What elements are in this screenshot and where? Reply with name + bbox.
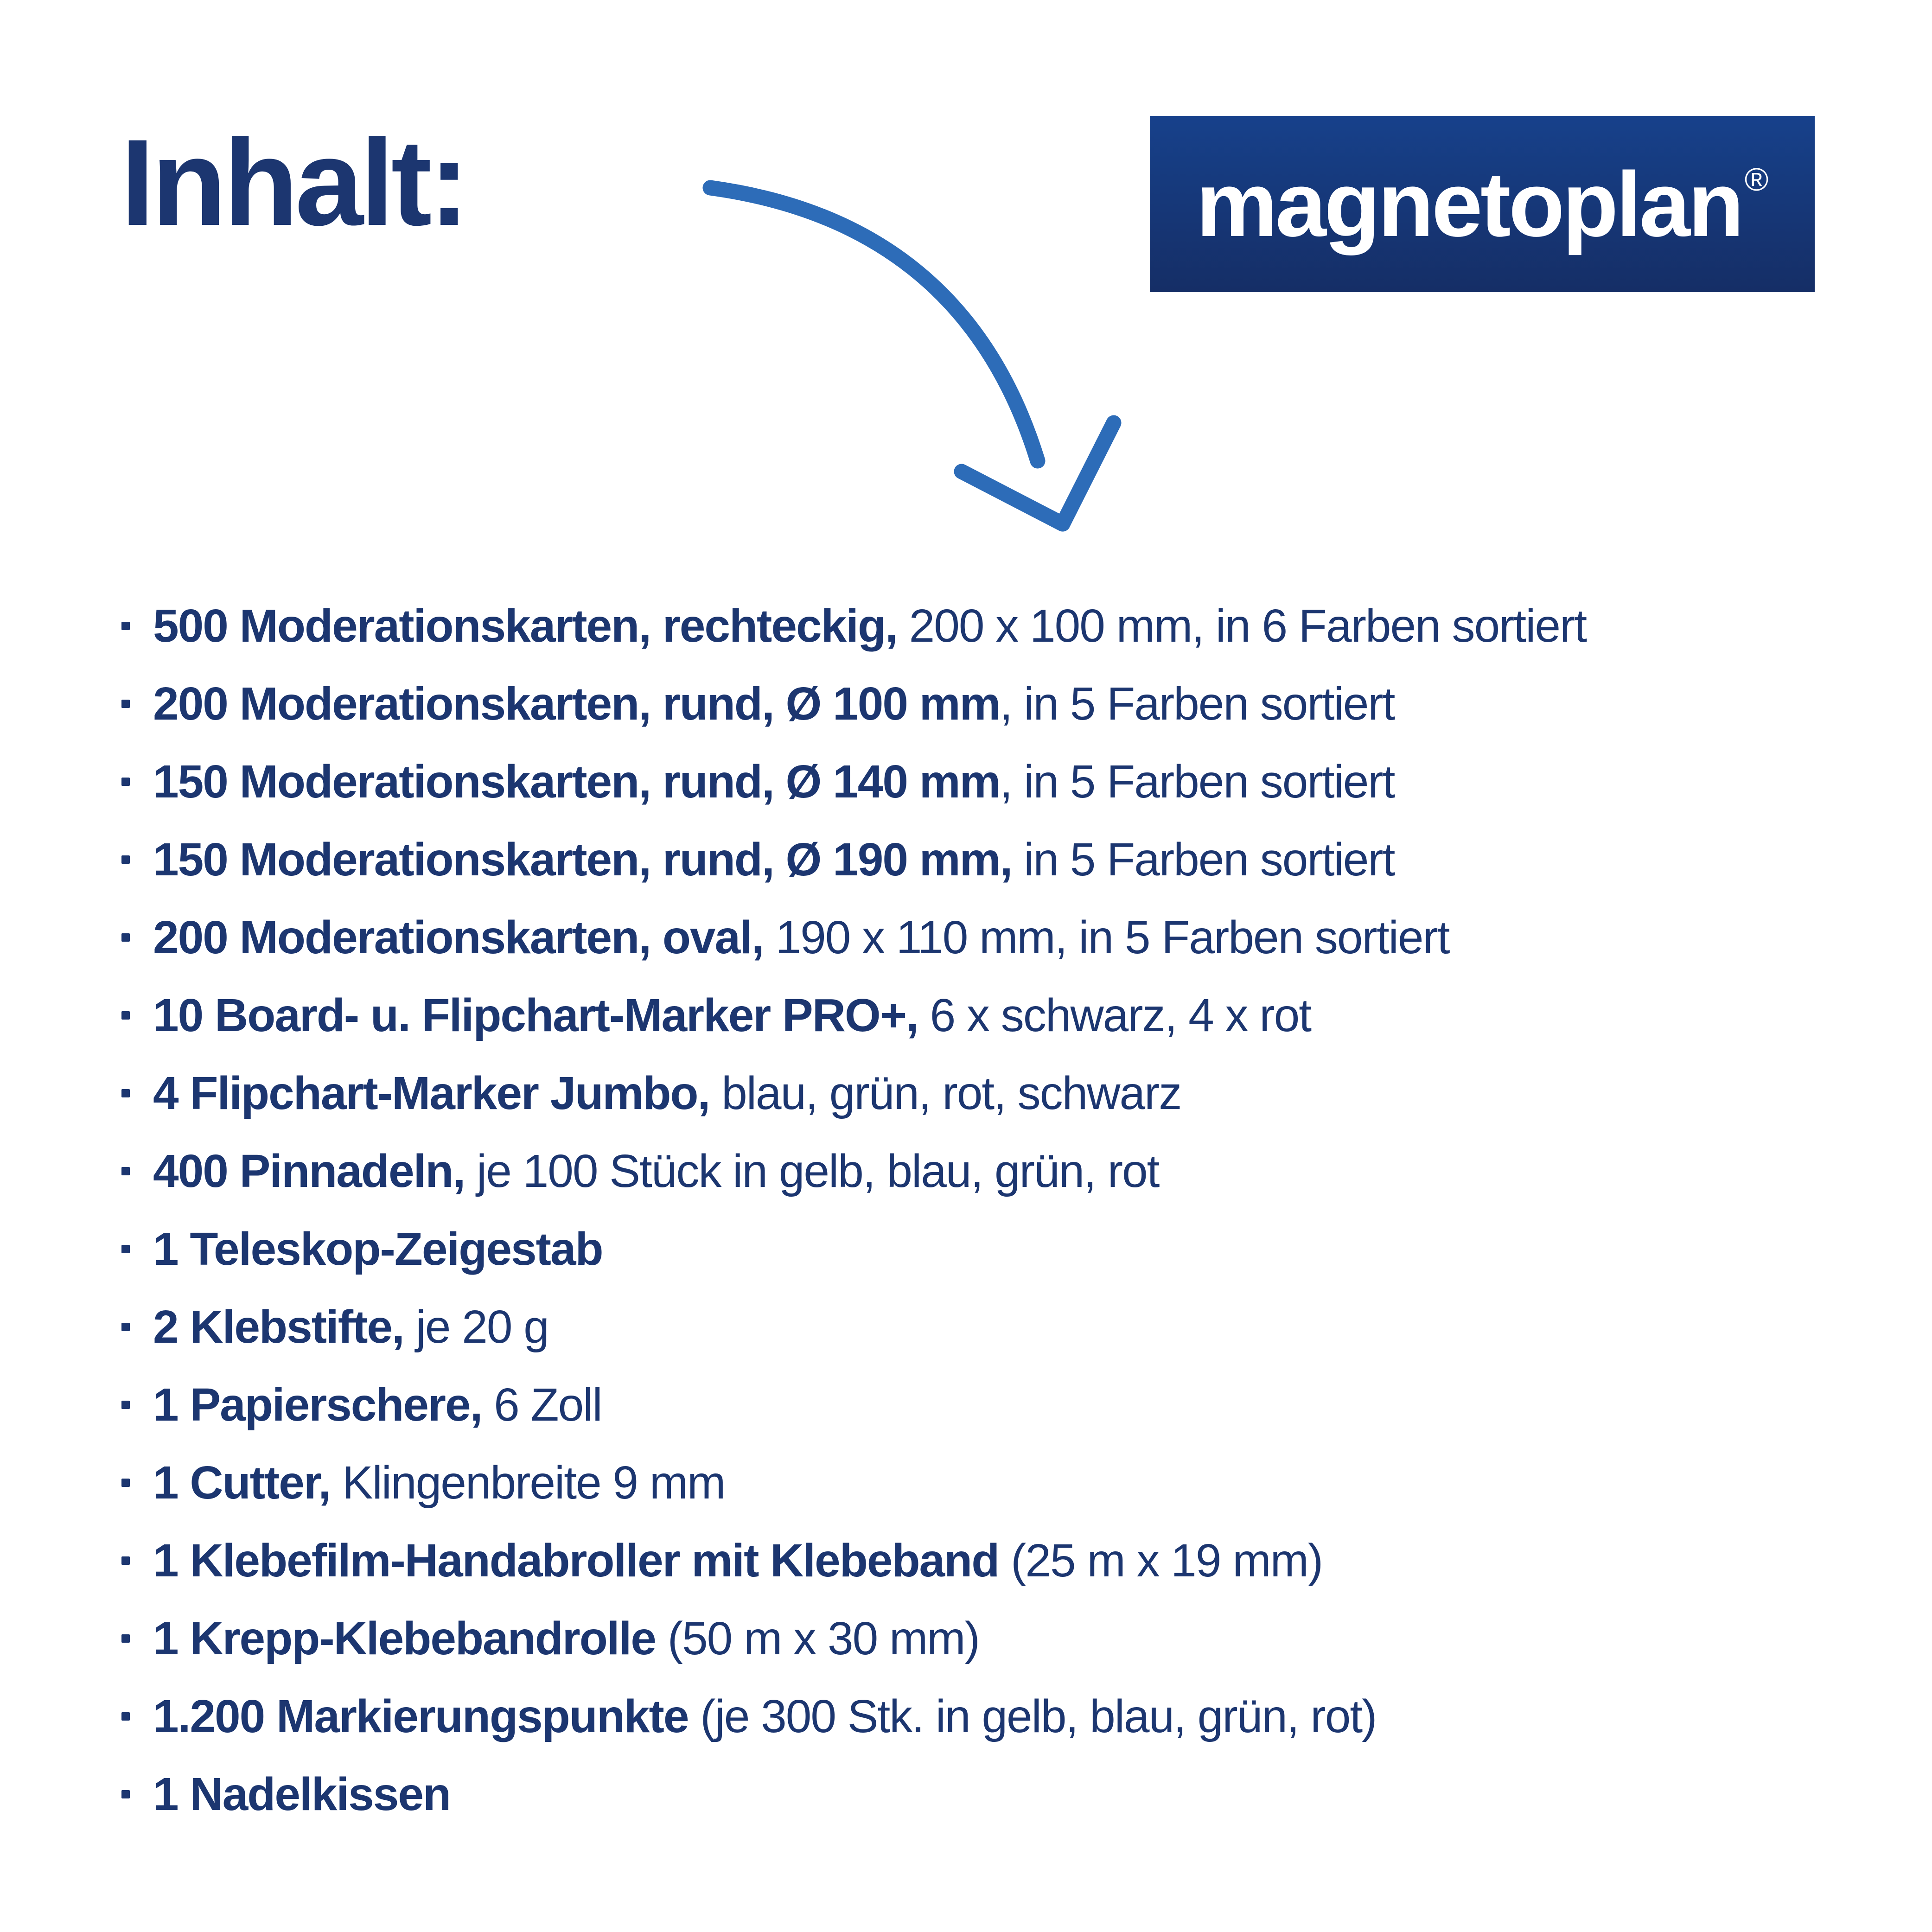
list-item-text (153, 755, 1394, 809)
list-item (121, 1054, 1586, 1132)
brand-logo (1150, 116, 1815, 292)
list-item-lead: 1 Cutter, (153, 1456, 342, 1509)
list-item-lead: 4 Flipchart-Marker Jumbo, (153, 1067, 722, 1119)
list-item-detail: (25 m x 19 mm) (1011, 1534, 1323, 1587)
list-item-lead: 1 Teleskop-Zeigestab (153, 1223, 603, 1275)
list-item-text (153, 1456, 725, 1510)
bullet-square-icon (121, 1479, 130, 1487)
curved-arrow-icon (695, 176, 1122, 547)
bullet-square-icon (121, 933, 130, 942)
page-title: Inhalt: (121, 114, 466, 251)
list-item-detail: 6 x schwarz, 4 x rot (930, 989, 1311, 1041)
list-item-lead: 1 Papierschere, (153, 1378, 494, 1431)
bullet-square-icon (121, 1401, 130, 1409)
list-item-detail: je 100 Stück in gelb, blau, grün, rot (477, 1145, 1159, 1197)
list-item-text (153, 1378, 602, 1432)
list-item-detail: , in 5 Farben sortiert (1000, 755, 1395, 808)
bullet-square-icon (121, 1011, 130, 1020)
content-list (121, 587, 1586, 1833)
list-item-text (153, 1534, 1322, 1588)
list-item-text (153, 911, 1449, 964)
bullet-square-icon (121, 855, 130, 864)
brand-logo-text: magnetoplan (1196, 153, 1742, 255)
list-item (121, 1600, 1586, 1677)
list-item-text (153, 1612, 979, 1665)
list-item-lead: 200 Moderationskarten, oval, (153, 911, 776, 963)
list-item (121, 665, 1586, 743)
arrow-shaft (710, 188, 1038, 461)
list-item-text (153, 1301, 548, 1354)
bullet-square-icon (121, 1167, 130, 1175)
list-item-detail: je 20 g (415, 1301, 548, 1353)
list-item-detail: blau, grün, rot, schwarz (721, 1067, 1181, 1119)
list-item-text (153, 1145, 1159, 1198)
list-item (121, 587, 1586, 665)
brand-logo-inner (1196, 152, 1769, 257)
list-item-text (153, 1223, 603, 1276)
list-item-lead: 1 Klebefilm-Handabroller mit Klebeband (153, 1534, 1011, 1587)
list-item (121, 1366, 1586, 1444)
registered-trademark-icon: ® (1744, 161, 1769, 198)
list-item-text (153, 599, 1586, 653)
list-item-lead: 10 Board- u. Flipchart-Marker PRO+, (153, 989, 930, 1041)
bullet-square-icon (121, 622, 130, 630)
bullet-square-icon (121, 1556, 130, 1565)
list-item-detail: 6 Zoll (494, 1378, 602, 1431)
list-item-detail: , in 5 Farben sortiert (1000, 677, 1395, 730)
list-item (121, 743, 1586, 821)
list-item-text (153, 1690, 1376, 1743)
list-item (121, 1132, 1586, 1210)
bullet-square-icon (121, 1790, 130, 1798)
list-item-detail: (50 m x 30 mm) (667, 1612, 979, 1664)
list-item-lead: 1.200 Markierungspunkte (153, 1690, 701, 1742)
list-item (121, 899, 1586, 976)
list-item-lead: 150 Moderationskarten, rund, Ø 190 mm, (153, 833, 1024, 886)
list-item-detail: 190 x 110 mm, in 5 Farben sortiert (775, 911, 1449, 963)
list-item-detail: Klingenbreite 9 mm (342, 1456, 725, 1509)
list-item-lead: 2 Klebstifte, (153, 1301, 416, 1353)
list-item-text (153, 1768, 450, 1821)
list-item-text (153, 833, 1394, 886)
bullet-square-icon (121, 1323, 130, 1331)
list-item-text (153, 989, 1311, 1042)
list-item-lead: 1 Krepp-Klebebandrolle (153, 1612, 668, 1664)
bullet-square-icon (121, 1089, 130, 1097)
bullet-square-icon (121, 1634, 130, 1643)
list-item (121, 1288, 1586, 1366)
list-item-lead: 1 Nadelkissen (153, 1768, 451, 1820)
list-item-detail: in 5 Farben sortiert (1024, 833, 1395, 886)
list-item-text (153, 1067, 1181, 1120)
list-item (121, 976, 1586, 1054)
list-item-text (153, 677, 1394, 731)
list-item-detail: 200 x 100 mm, in 6 Farben sortiert (909, 599, 1587, 652)
list-item (121, 821, 1586, 899)
bullet-square-icon (121, 778, 130, 786)
list-item-lead: 200 Moderationskarten, rund, Ø 100 mm (153, 677, 1000, 730)
bullet-square-icon (121, 700, 130, 708)
list-item (121, 1677, 1586, 1755)
list-item-lead: 150 Moderationskarten, rund, Ø 140 mm (153, 755, 1000, 808)
bullet-square-icon (121, 1712, 130, 1721)
list-item (121, 1755, 1586, 1833)
list-item-lead: 500 Moderationskarten, rechteckig, (153, 599, 909, 652)
list-item-detail: (je 300 Stk. in gelb, blau, grün, rot) (700, 1690, 1377, 1742)
bullet-square-icon (121, 1245, 130, 1253)
list-item (121, 1210, 1586, 1288)
list-item-lead: 400 Pinnadeln, (153, 1145, 477, 1197)
list-item (121, 1444, 1586, 1522)
list-item (121, 1522, 1586, 1600)
